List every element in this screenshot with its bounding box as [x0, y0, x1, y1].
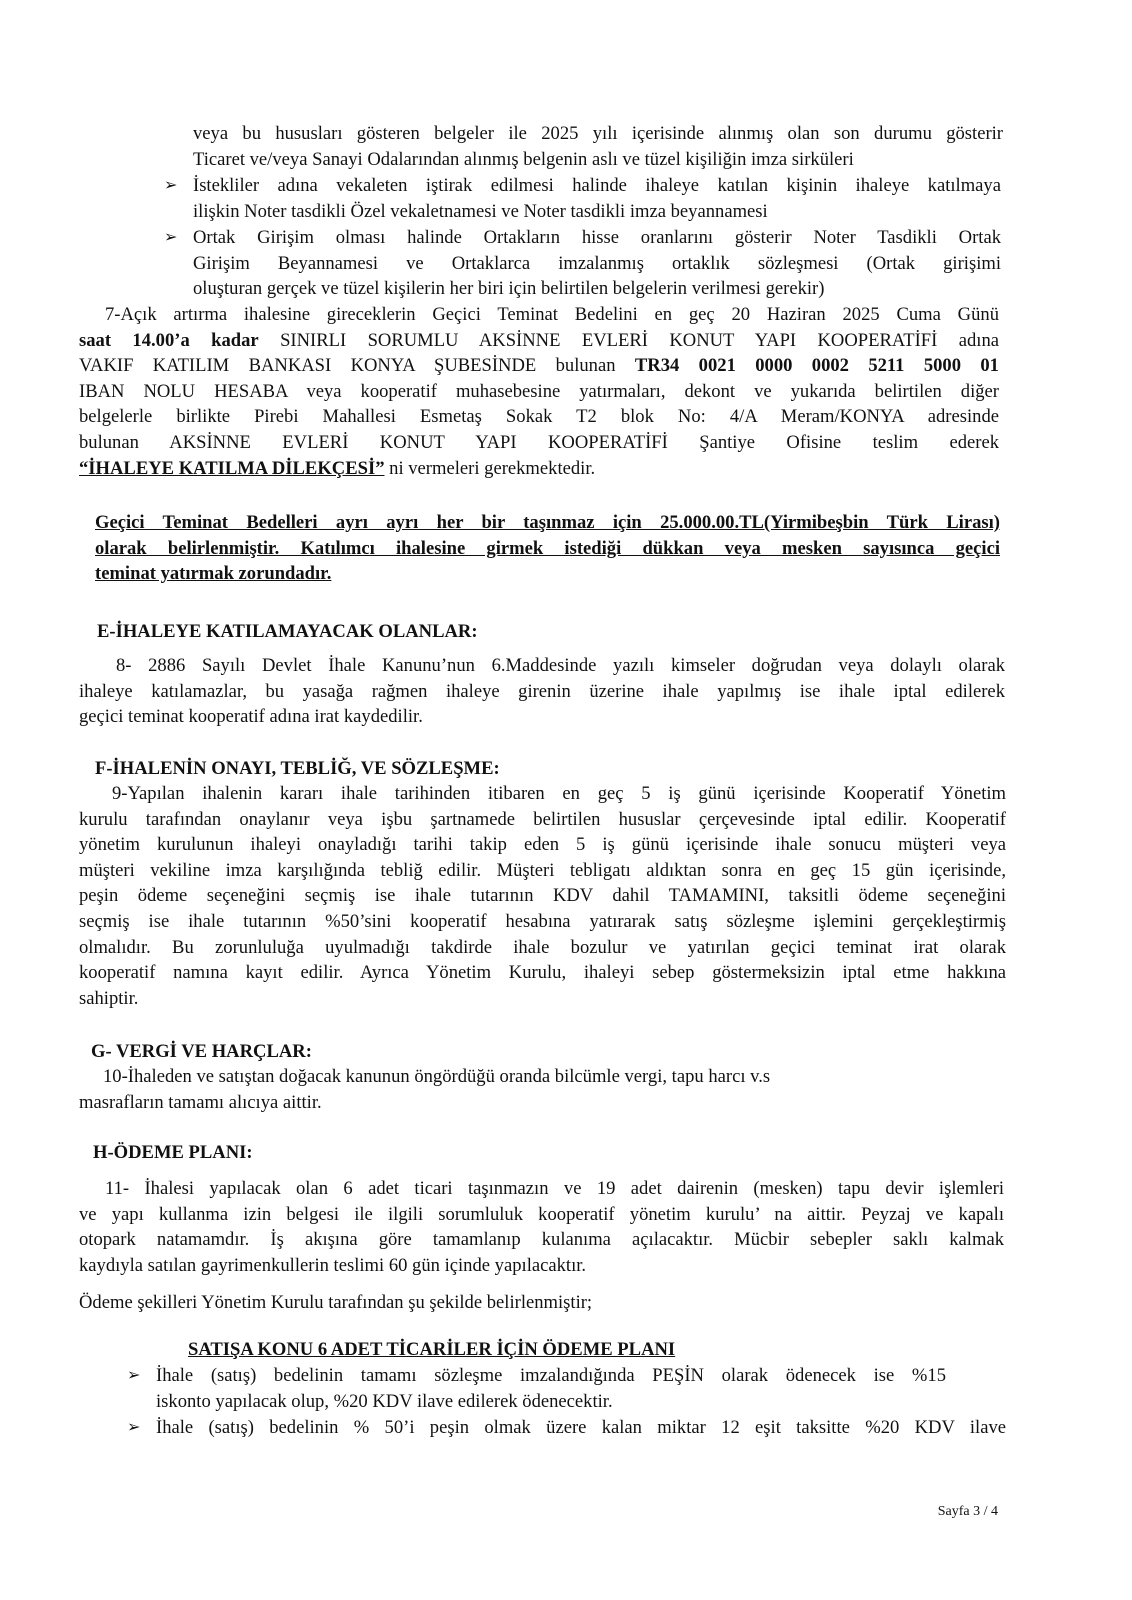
iban-number: TR34 0021 0000 0002 5211 5000 01: [634, 355, 999, 377]
text-line: ve yapı kullanma izin belgesi ile ilgili sorumluluk kooperatif yönetim kurulu’ na aittir. Peyzaj ve kapalı: [79, 1203, 1004, 1225]
text-line: kurulu tarafından onaylanır veya işbu şartnamede belirtilen hususlar çerçevesinde iptal edilir. Kooperatif: [79, 808, 1006, 830]
petition-text: ni vermeleri gerekmektedir.: [384, 457, 596, 479]
text-line: İhale (satış) bedelinin % 50’i peşin olmak üzere kalan miktar 12 eşit taksitte %20 KDV ilave: [156, 1417, 1006, 1438]
text-line: olarak belirlenmiştir. Katılımcı ihalesine girmek istediği dükkan veya mesken sayısınca geçici: [95, 537, 1000, 559]
text-line: Ödeme şekilleri Yönetim Kurulu tarafından şu şekilde belirlenmiştir;: [79, 1292, 593, 1313]
text-line: Girişim Beyannamesi ve Ortaklarca imzalanmış ortaklık sözleşmesi (Ortak girişimi: [193, 252, 1001, 274]
text-line: iskonto yapılacak olup, %20 KDV ilave edilerek ödenecektir.: [156, 1390, 613, 1412]
text-line: kaydıyla satılan gayrimenkullerin teslimi 60 gün içinde yapılacaktır.: [79, 1254, 587, 1276]
section-f-paragraph: [79, 781, 1006, 1011]
section-h-heading: H-ÖDEME PLANI:: [93, 1142, 253, 1163]
text-line: [79, 328, 999, 354]
deadline-time: saat 14.00’a kadar: [79, 329, 259, 351]
text-line: veya bu hususları gösteren belgeler ile 2025 yılı içerisinde alınmış olan son durumu gösterir: [193, 123, 1003, 144]
text-line: sahiptir.: [79, 987, 139, 1009]
text-line: oluşturan gerçek ve tüzel kişilerin her biri için belirtilen belgelerin verilmesi gerekir): [193, 278, 825, 300]
text-line: seçmiş ise ihale tutarının %50’sini kooperatif hesabına yatırarak satış sözleşme işlemini gerçekleştirmiş: [79, 910, 1006, 932]
section-g-paragraph: [79, 1064, 959, 1115]
payment-plan-bullet: [127, 1415, 1006, 1441]
text-line: 10-İhaleden ve satıştan doğacak kanunun öngördüğü oranda bilcümle vergi, tapu harcı v.s: [103, 1066, 771, 1087]
intro-paragraph: [193, 121, 1003, 172]
section-g-heading: G- VERGİ VE HARÇLAR:: [91, 1041, 312, 1062]
arrow-bullet-icon: ➢: [164, 177, 178, 194]
text-line: İhale (satış) bedelinin tamamı sözleşme imzalandığında PEŞİN olarak ödenecek ise %15: [156, 1365, 946, 1386]
cooperative-name-text: SINIRLI SORUMLU AKSİNNE EVLERİ KONUT YAPI KOOPERATİFİ adına: [258, 329, 999, 351]
page-number: Sayfa 3 / 4: [937, 1504, 998, 1519]
section-h-paragraph: [79, 1176, 1004, 1278]
text-line: ihaleye katılamazlar, bu yasağa rağmen ihaleye girenin üzerine ihale yapılmış ise ihale iptal edilerek: [79, 680, 1005, 702]
text-line: peşin ödeme seçeneğini seçmiş ise ihale tutarının KDV dahil TAMAMINI, taksitli ödeme seçeneğini: [79, 885, 1006, 907]
petition-title: “İHALEYE KATILMA DİLEKÇESİ”: [79, 457, 385, 479]
requirement-bullet: [164, 225, 1001, 302]
text-line: 9-Yapılan ihalenin kararı ihale tarihinden itibaren en geç 5 iş günü içerisinde Kooperatif Yönetim: [112, 783, 1006, 804]
section-f-heading: F-İHALENİN ONAYI, TEBLİĞ, VE SÖZLEŞME:: [95, 758, 500, 779]
arrow-bullet-icon: ➢: [127, 1419, 141, 1436]
text-line: 8- 2886 Sayılı Devlet İhale Kanunu’nun 6.Maddesinde yazılı kimseler doğrudan veya dolaylı olarak: [116, 655, 1005, 676]
text-line: [79, 353, 999, 379]
text-line: yönetim kurulunun ihaleyi onayladığı tarihi takip eden 5 iş günü içerisinde ihale sonucu müşteri veya: [79, 834, 1006, 856]
text-line: geçici teminat kooperatif adına irat kaydedilir.: [79, 706, 423, 728]
text-line: kooperatif namına kayıt edilir. Ayrıca Yönetim Kurulu, ihaleyi sebep göstermeksizin iptal etme hakkına: [79, 962, 1006, 984]
deposit-notice: [95, 510, 1000, 587]
payment-plan-bullet: [127, 1363, 946, 1414]
payment-intro: [79, 1290, 979, 1316]
section-e-heading: E-İHALEYE KATILAMAYACAK OLANLAR:: [97, 621, 478, 642]
section-e-paragraph: [79, 653, 1005, 730]
text-line: olmalıdır. Bu zorunluluğa uyulmadığı takdirde ihale bozulur ve yatırılan geçici teminat irat olarak: [79, 936, 1006, 958]
text-line: masrafların tamamı alıcıya aittir.: [79, 1091, 322, 1113]
text-line: İstekliler adına vekaleten iştirak edilmesi halinde ihaleye katılan kişinin ihaleye katılmaya: [193, 175, 1001, 196]
arrow-bullet-icon: ➢: [127, 1367, 141, 1384]
text-line: müşteri vekiline imza karşılığında tebliğ edilir. Müşteri tebligatı aldıktan sonra en geç 15 gün içerisinde,: [79, 859, 1006, 881]
text-line: ilişkin Noter tasdikli Özel vekaletnamesi ve Noter tasdikli imza beyannamesi: [193, 200, 768, 222]
text-line: [79, 456, 999, 482]
arrow-bullet-icon: ➢: [164, 229, 178, 246]
text-line: 7-Açık artırma ihalesine gireceklerin Geçici Teminat Bedelini en geç 20 Haziran 2025 Cuma Günü: [105, 304, 999, 325]
bank-text: VAKIF KATILIM BANKASI KONYA ŞUBESİNDE bulunan: [79, 355, 635, 377]
text-line: Ortak Girişim olması halinde Ortakların hisse oranlarını gösterir Noter Tasdikli Ortak: [193, 227, 1001, 248]
text-line: otopark natamamdır. İş akışına göre tamamlanıp kulanıma açılacaktır. Mücbir sebepler saklı kalmak: [79, 1229, 1004, 1251]
text-line: teminat yatırmak zorundadır.: [95, 563, 332, 585]
text-line: belgelerle birlikte Pirebi Mahallesi Esmetaş Sokak T2 blok No: 4/A Meram/KONYA adresinde: [79, 406, 999, 428]
payment-plan-title: SATIŞA KONU 6 ADET TİCARİLER İÇİN ÖDEME PLANI: [188, 1339, 676, 1360]
text-line: Geçici Teminat Bedelleri ayrı ayrı her bir taşınmaz için 25.000.00.TL(Yirmibeşbin Türk Lirası): [95, 512, 1000, 533]
text-line: Ticaret ve/veya Sanayi Odalarından alınmış belgenin aslı ve tüzel kişiliğin imza sirküleri: [193, 148, 854, 170]
clause-7-paragraph: [79, 302, 999, 481]
requirement-bullet: [164, 173, 1001, 224]
text-line: IBAN NOLU HESABA veya kooperatif muhasebesine yatırmaları, dekont ve yukarıda belirtilen diğer: [79, 380, 999, 402]
text-line: bulunan AKSİNNE EVLERİ KONUT YAPI KOOPERATİFİ Şantiye Ofisine teslim ederek: [79, 431, 999, 453]
text-line: 11- İhalesi yapılacak olan 6 adet ticari taşınmazın ve 19 adet dairenin (mesken) tapu devir işlemleri: [105, 1178, 1004, 1199]
